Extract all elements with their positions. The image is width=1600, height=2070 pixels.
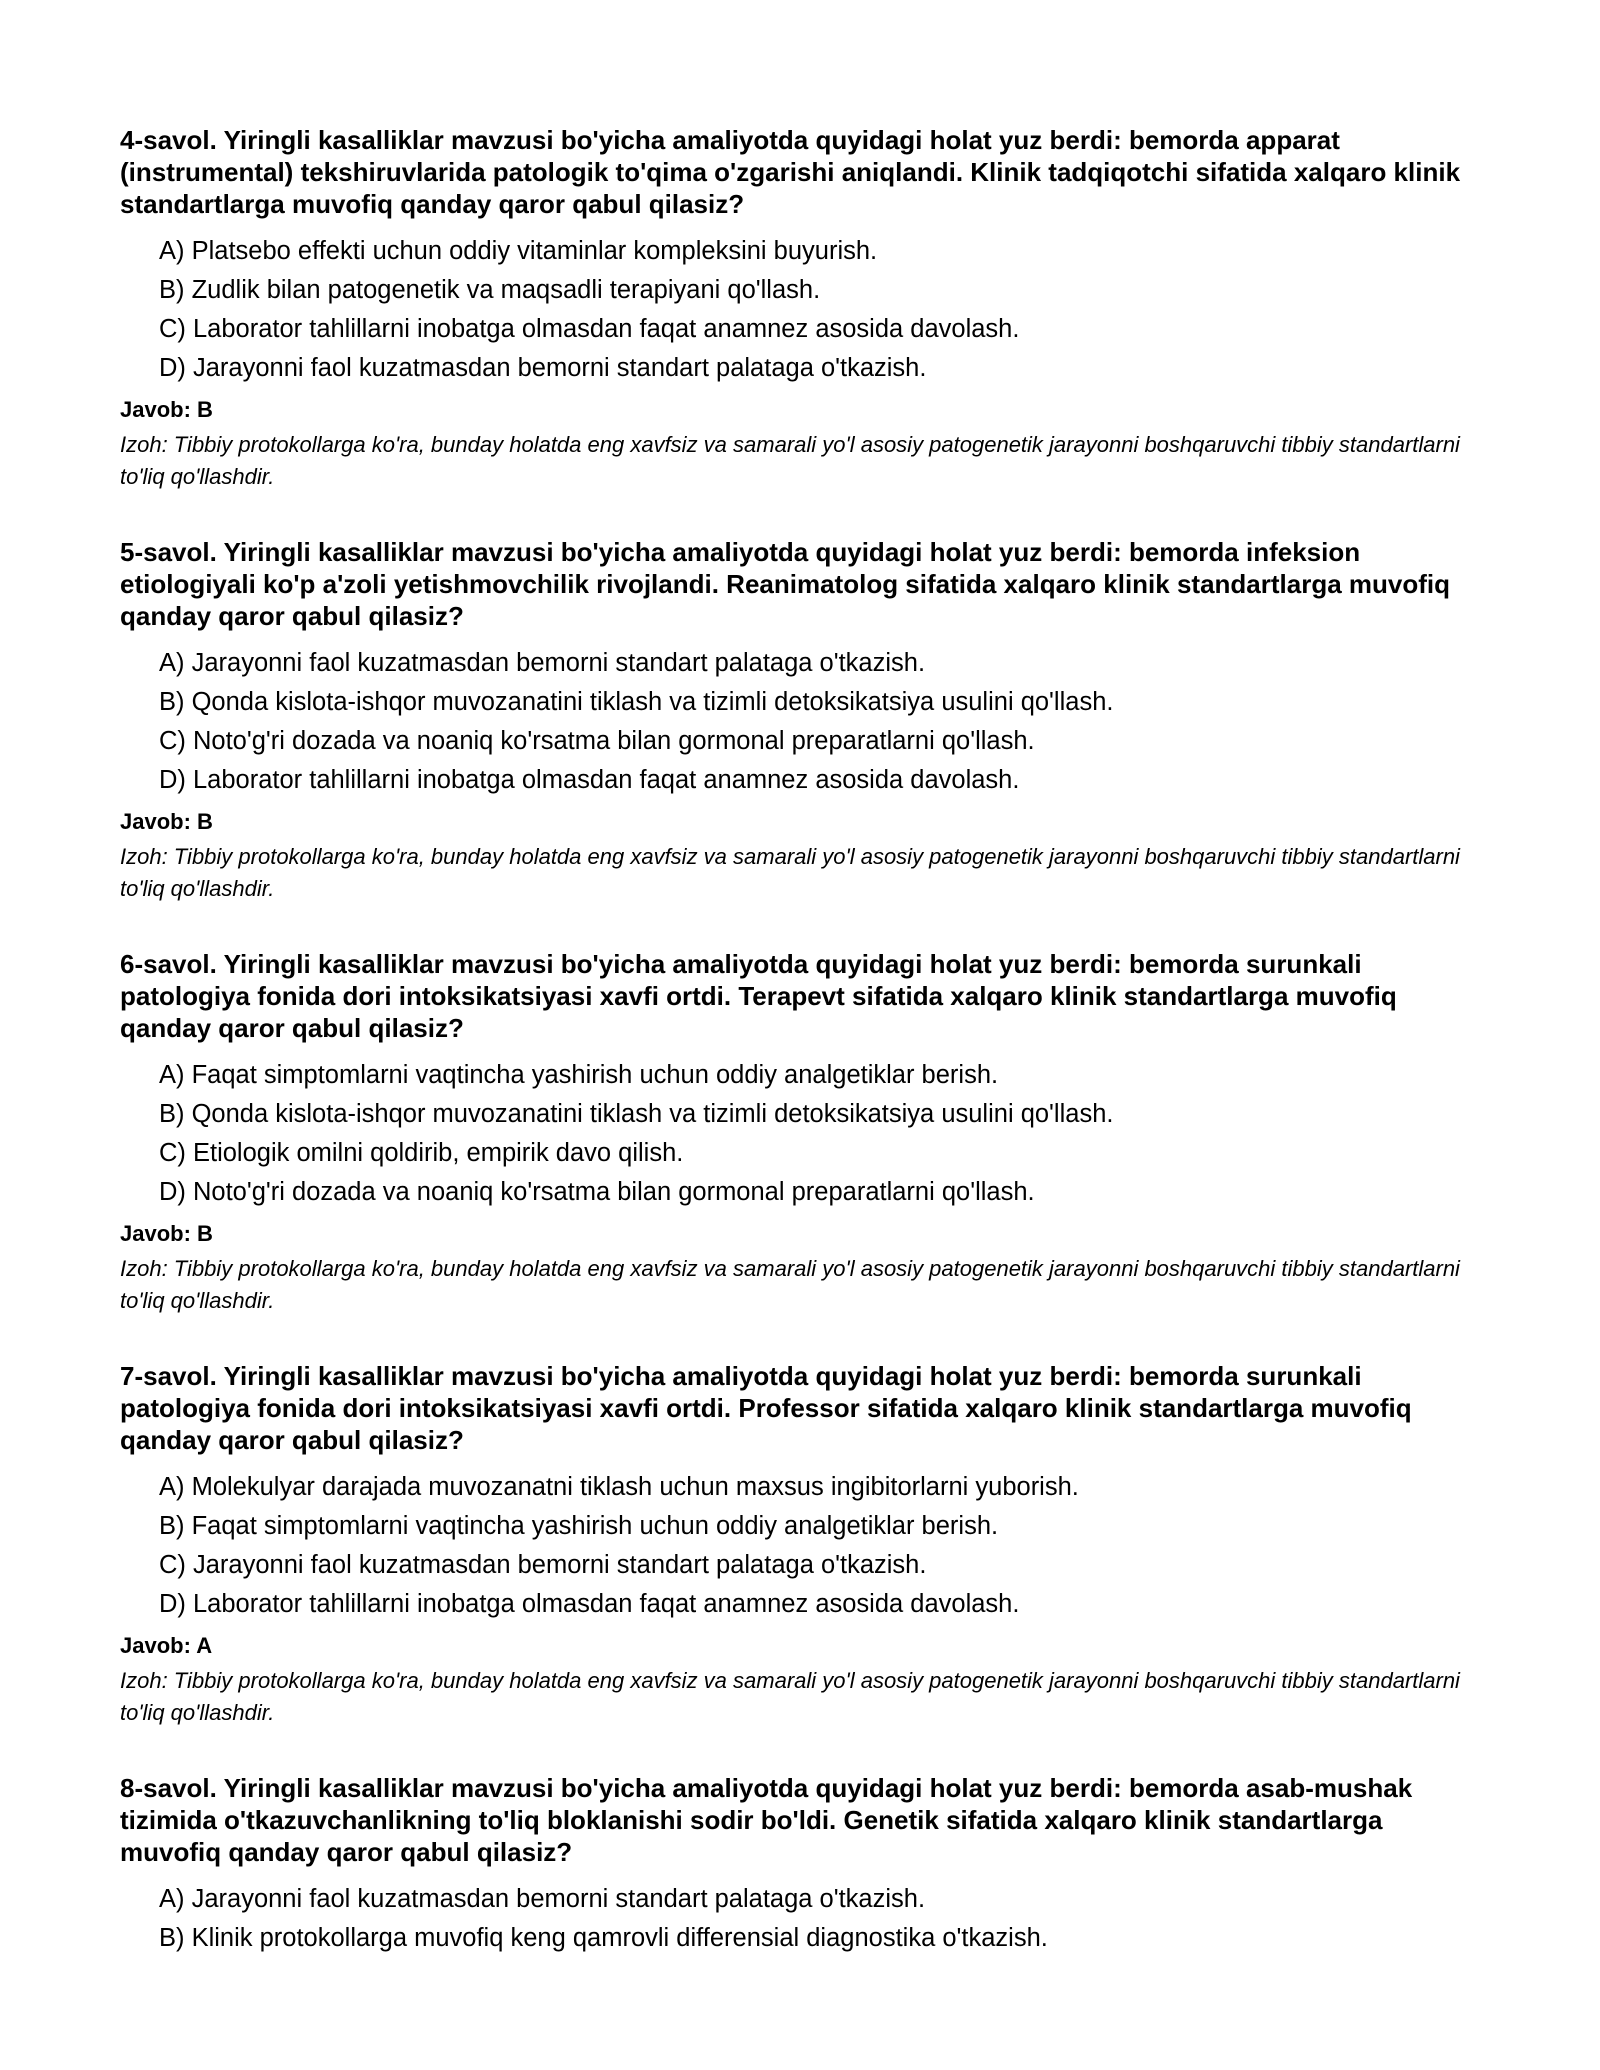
option-a: A) Jarayonni faol kuzatmasdan bemorni standart palataga o'tkazish. [159, 649, 926, 677]
option-b: B) Zudlik bilan patogenetik va maqsadli terapiyani qo'llash. [159, 276, 821, 304]
question-title: 8-savol. Yiringli kasalliklar mavzusi bo'yicha amaliyotda quyidagi holat yuz berdi: bemorda asab-mushak tizimida o'tkazuvchanlikning to'liq bloklanishi sodir bo'ldi. Genetik sifatida xalqaro klinik standartlarga muvofiq qanday qaror qabul qilasiz? [120, 1773, 1413, 1867]
question-title: 6-savol. Yiringli kasalliklar mavzusi bo'yicha amaliyotda quyidagi holat yuz berdi: bemorda surunkali patologiya fonida dori intoksikatsiyasi xavfi ortdi. Terapevt sifatida xalqaro klinik standartlarga muvofiq qanday qaror qabul qilasiz? [120, 949, 1397, 1043]
option-c: C) Etiologik omilni qoldirib, empirik davo qilish. [159, 1139, 684, 1167]
option-a: A) Faqat simptomlarni vaqtincha yashirish uchun oddiy analgetiklar berish. [159, 1061, 999, 1089]
option-list [120, 1468, 1480, 1624]
option-d: D) Noto'g'ri dozada va noaniq ko'rsatma bilan gormonal preparatlarni qo'llash. [159, 1178, 1035, 1206]
question-block [120, 1360, 1480, 1729]
option-list [120, 1880, 1480, 1958]
document-page [120, 124, 1480, 2001]
option-list [120, 1056, 1480, 1212]
explanation-note: Izoh: Tibbiy protokollarga ko'ra, bunday holatda eng xavfsiz va samarali yo'l asosiy patogenetik jarayonni boshqaruvchi tibbiy standartlarni to'liq qo'llashdir. [120, 1668, 1460, 1725]
question-block [120, 1772, 1480, 1958]
option-d: D) Jarayonni faol kuzatmasdan bemorni standart palataga o'tkazish. [159, 354, 927, 382]
answer-label: Javob: A [120, 1633, 213, 1658]
option-b: B) Qonda kislota-ishqor muvozanatini tiklash va tizimli detoksikatsiya usulini qo'llash. [159, 688, 1114, 716]
question-block [120, 124, 1480, 493]
question-block [120, 948, 1480, 1317]
option-b: B) Qonda kislota-ishqor muvozanatini tiklash va tizimli detoksikatsiya usulini qo'llash. [159, 1100, 1114, 1128]
explanation-note: Izoh: Tibbiy protokollarga ko'ra, bunday holatda eng xavfsiz va samarali yo'l asosiy patogenetik jarayonni boshqaruvchi tibbiy standartlarni to'liq qo'llashdir. [120, 1256, 1460, 1313]
explanation-note: Izoh: Tibbiy protokollarga ko'ra, bunday holatda eng xavfsiz va samarali yo'l asosiy patogenetik jarayonni boshqaruvchi tibbiy standartlarni to'liq qo'llashdir. [120, 844, 1460, 901]
option-b: B) Klinik protokollarga muvofiq keng qamrovli differensial diagnostika o'tkazish. [159, 1924, 1048, 1952]
question-title: 4-savol. Yiringli kasalliklar mavzusi bo'yicha amaliyotda quyidagi holat yuz berdi: bemorda apparat (instrumental) tekshiruvlarida patologik to'qima o'zgarishi aniqlandi. Klinik tadqiqotchi sifatida xalqaro klinik standartlarga muvofiq qanday qaror qabul qilasiz? [120, 125, 1461, 219]
question-title: 7-savol. Yiringli kasalliklar mavzusi bo'yicha amaliyotda quyidagi holat yuz berdi: bemorda surunkali patologiya fonida dori intoksikatsiyasi xavfi ortdi. Professor sifatida xalqaro klinik standartlarga muvofiq qanday qaror qabul qilasiz? [120, 1361, 1412, 1455]
option-d: D) Laborator tahlillarni inobatga olmasdan faqat anamnez asosida davolash. [159, 766, 1020, 794]
option-d: D) Laborator tahlillarni inobatga olmasdan faqat anamnez asosida davolash. [159, 1590, 1020, 1618]
option-a: A) Platsebo effekti uchun oddiy vitaminlar kompleksini buyurish. [159, 237, 878, 265]
question-title: 5-savol. Yiringli kasalliklar mavzusi bo'yicha amaliyotda quyidagi holat yuz berdi: bemorda infeksion etiologiyali ko'p a'zoli yetishmovchilik rivojlandi. Reanimatolog sifatida xalqaro klinik standartlarga muvofiq qanday qaror qabul qilasiz? [120, 537, 1451, 631]
option-list [120, 232, 1480, 388]
explanation-note: Izoh: Tibbiy protokollarga ko'ra, bunday holatda eng xavfsiz va samarali yo'l asosiy patogenetik jarayonni boshqaruvchi tibbiy standartlarni to'liq qo'llashdir. [120, 432, 1460, 489]
option-b: B) Faqat simptomlarni vaqtincha yashirish uchun oddiy analgetiklar berish. [159, 1512, 999, 1540]
option-a: A) Molekulyar darajada muvozanatni tiklash uchun maxsus ingibitorlarni yuborish. [159, 1473, 1079, 1501]
option-c: C) Noto'g'ri dozada va noaniq ko'rsatma bilan gormonal preparatlarni qo'llash. [159, 727, 1035, 755]
answer-label: Javob: B [120, 1221, 213, 1246]
option-c: C) Laborator tahlillarni inobatga olmasdan faqat anamnez asosida davolash. [159, 315, 1020, 343]
answer-label: Javob: B [120, 809, 213, 834]
option-list [120, 644, 1480, 800]
question-block [120, 536, 1480, 905]
option-a: A) Jarayonni faol kuzatmasdan bemorni standart palataga o'tkazish. [159, 1885, 926, 1913]
answer-label: Javob: B [120, 397, 213, 422]
option-c: C) Jarayonni faol kuzatmasdan bemorni standart palataga o'tkazish. [159, 1551, 927, 1579]
